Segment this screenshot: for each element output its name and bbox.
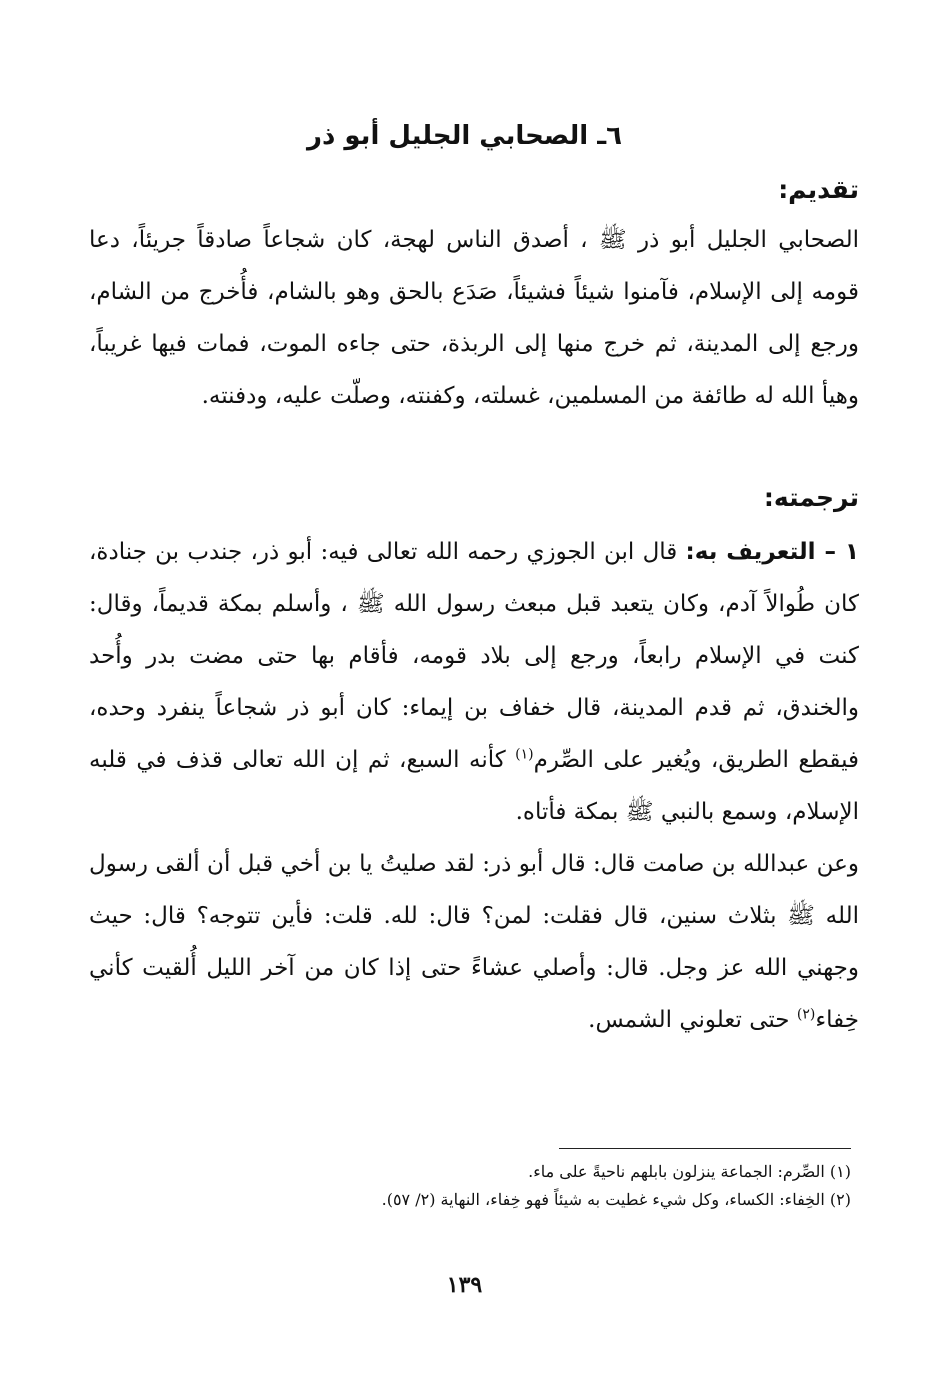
chapter-title: ٦ـ الصحابي الجليل أبو ذر: [307, 121, 622, 151]
intro-paragraph: الصحابي الجليل أبو ذر ﷺ ، أصدق الناس لهجة، كان شجاعاً صادقاً جريئاً، دعا قومه إلى الإسلام، فآمنوا شيئاً فشيئاً، صَدَع بالحق وهو بالشام، فأُخرج من الشام، ورجع إلى المدينة، ثم خرج منها إلى الربذة، حتى جاءه الموت، فمات فيها غريباً، وهيأ الله له طائفة من المسلمين، غسلته، وكفنته، وصلّت عليه، ودفنته.: [89, 227, 859, 409]
paragraph-text: قال ابن الجوزي رحمه الله تعالى فيه: أبو ذر، جندب بن جنادة، كان طُوالاً آدم، وكان يتعبد قبل مبعث رسول الله ﷺ ، وأسلم بمكة قديماً، وقال: كنت في الإسلام رابعاً، ورجع إلى بلاد قومه، فأقام بها حتى مضت بدر وأُحد والخندق، ثم قدم المدينة، قال خفاف بن إيماء: كان أبو ذر شجاعاً ينفرد وحده، فيقطع الطريق، ويُغير على الصِّرم: [89, 539, 859, 773]
footnote-ref-2[interactable]: (٢): [796, 1006, 816, 1023]
footnote-divider: [559, 1148, 851, 1149]
paragraph-text: كأنه السبع، ثم إن الله تعالى قذف في قلبه الإسلام، وسمع بالنبي ﷺ بمكة فأتاه.: [89, 747, 859, 825]
paragraph-text: حتى تعلوني الشمس.: [588, 1007, 797, 1033]
section-heading-biography: ترجمته:: [763, 483, 859, 512]
paragraph-text: وعن عبدالله بن صامت قال: قال أبو ذر: لقد صليتُ يا بن أخي قبل أن ألقى رسول الله ﷺ بثلاث سنين، قال فقلت: لمن؟ قال: لله. قلت: فأين تتوجه؟ قال: حيث وجهني الله عز وجل. قال: وأصلي عشاءً حتى إذا كان من آخر الليل أُلقيت كأني خِفاء: [89, 851, 859, 1033]
biography-paragraph-2: [89, 838, 859, 1046]
biography-paragraph-1: [89, 526, 859, 838]
page-number: ١٣٩: [446, 1272, 483, 1298]
footnotes: [81, 1158, 851, 1214]
section-heading-intro: تقديم:: [778, 175, 859, 204]
paragraph-lead: ١ – التعريف به:: [685, 539, 859, 565]
footnote-1: (١) الصِّرم: الجماعة ينزلون بابلهم ناحيةً على ماء.: [528, 1162, 851, 1181]
footnote-ref-1[interactable]: (١): [515, 746, 534, 763]
footnote-2: (٢) الخِفاء: الكساء، وكل شيء غطيت به شيئاً فهو خِفاء، النهاية (٢/ ٥٧).: [381, 1190, 851, 1209]
